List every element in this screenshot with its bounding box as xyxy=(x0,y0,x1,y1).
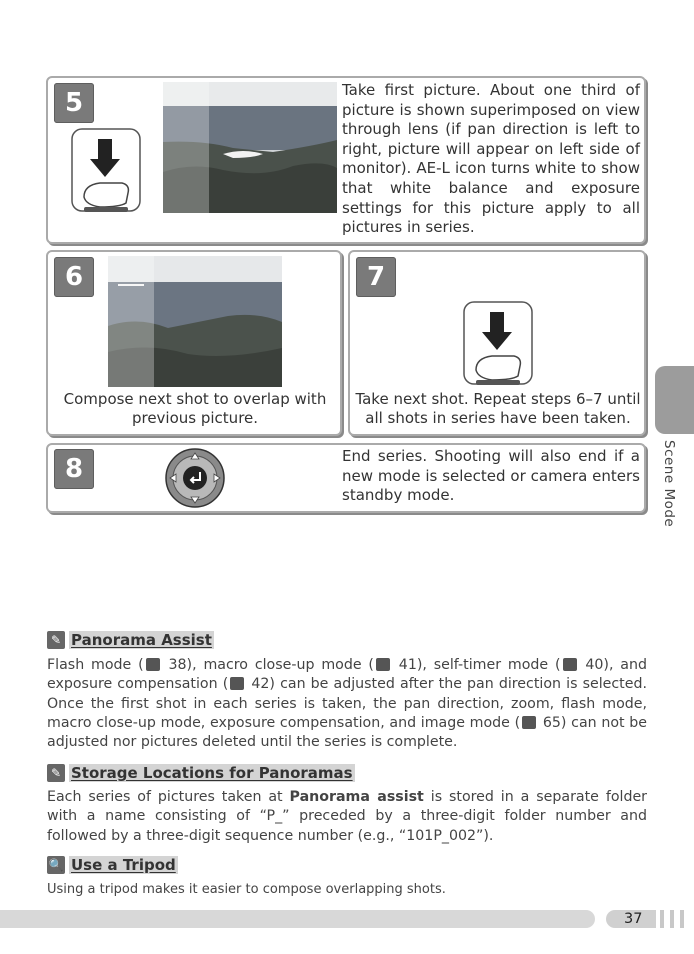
note-text: 41), self-timer mode ( xyxy=(391,657,561,673)
step-5-text: Take first picture. About one third of picture is shown superimposed on view through lens (if pan direction is left to right, picture will appear on left side of monitor). AE-L icon turns white to show that white balance and exposure settings for this picture apply to all pictures in series. xyxy=(342,81,640,237)
footer-stripe xyxy=(660,910,664,928)
note-text: Each series of pictures taken at xyxy=(47,789,290,805)
note-text: is stored in a separate folder with a name consisting of “P_” preceded by a three-digit folder number and followed by a three-digit sequence number (e.g., “101P_002”). xyxy=(47,789,648,844)
step-7-caption: Take next shot. Repeat steps 6–7 until all shots in series have been taken. xyxy=(355,390,641,427)
note-panorama-assist-title xyxy=(47,631,214,649)
shutter-press-icon xyxy=(462,300,534,388)
step-6-caption: Compose next shot to overlap with previous picture. xyxy=(63,390,327,427)
note-tripod-title xyxy=(47,856,178,874)
step-5-number: 5 xyxy=(54,83,94,123)
page-number: 37 xyxy=(624,911,643,927)
page-ref-icon xyxy=(563,658,577,671)
note-panorama-assist-body xyxy=(47,656,647,752)
note-bold-text: Panorama assist xyxy=(289,789,424,805)
page-ref-icon xyxy=(230,677,244,690)
page-ref-icon xyxy=(146,658,160,671)
footer-stripe xyxy=(670,910,674,928)
step-8-text: End series. Shooting will also end if a new mode is selected or camera enters standby mode. xyxy=(342,447,640,505)
note-title-text: Panorama Assist xyxy=(71,631,212,649)
step-8-number: 8 xyxy=(54,449,94,489)
note-text: 65) can not be adjusted nor pictures deleted until the series is complete. xyxy=(47,714,647,751)
panorama-first-shot-photo xyxy=(163,82,337,213)
panorama-next-shot-photo xyxy=(108,256,282,387)
multi-selector-icon xyxy=(164,447,226,509)
page-ref-icon xyxy=(522,716,536,729)
note-text: Flash mode ( xyxy=(47,657,144,673)
footer-stripe xyxy=(680,910,684,928)
pencil-note-icon: ✎ xyxy=(47,764,65,782)
pencil-note-icon: ✎ xyxy=(47,631,65,649)
note-storage-locations-title xyxy=(47,764,355,782)
note-title-text: Storage Locations for Panoramas xyxy=(71,764,353,782)
note-text: 40), and exposure compensation ( xyxy=(47,657,648,693)
tip-magnifier-icon: 🔍 xyxy=(48,858,64,872)
side-section-tab xyxy=(655,366,694,434)
step-6-number: 6 xyxy=(54,257,94,297)
note-storage-locations-body xyxy=(47,788,647,846)
note-title-text: Use a Tripod xyxy=(71,856,176,874)
shutter-press-icon xyxy=(70,127,142,215)
side-section-label: Scene Mode xyxy=(661,440,677,528)
note-text: 42) can be adjusted after the pan direction is selected. Once the first shot in each series is taken, the pan direction, zoom, flash mode, macro close-up mode, exposure compensation, and image mode ( xyxy=(47,676,647,731)
page-ref-icon xyxy=(376,658,390,671)
footer-bar xyxy=(0,910,595,928)
step-7-number: 7 xyxy=(356,257,396,297)
note-tripod-body: Using a tripod makes it easier to compose overlapping shots. xyxy=(47,882,446,897)
note-text: 38), macro close-up mode ( xyxy=(161,657,374,673)
